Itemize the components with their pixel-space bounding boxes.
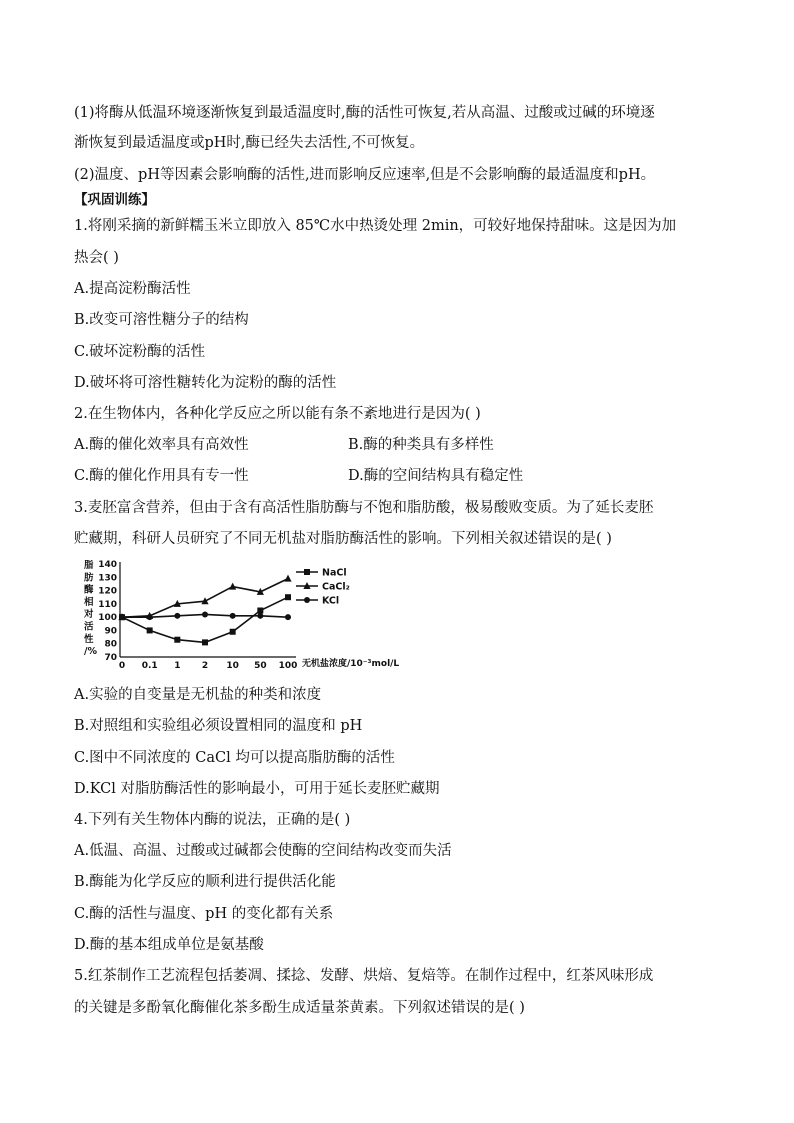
q1-option-b: B.改变可溶性糖分子的结构	[74, 312, 249, 328]
y-axis-ticks	[98, 560, 117, 663]
y-axis-label-char: 相	[84, 596, 94, 608]
legend-marker	[304, 569, 310, 575]
y-tick-label: 110	[98, 599, 117, 610]
q3-stem-a: 3.麦胚富含营养，但由于含有高活性脂肪酶与不饱和脂肪酸，极易酸败变质。为了延长麦胚	[74, 500, 654, 516]
section-title: 【巩固训练】	[74, 192, 155, 208]
x-axis-ticks	[119, 661, 298, 671]
lipase-activity-chart	[78, 560, 458, 678]
q2-option-c: C.酶的催化作用具有专一性	[74, 468, 249, 484]
legend-label: KCl	[322, 595, 340, 607]
q1-option-a: A.提高淀粉酶活性	[74, 281, 191, 297]
data-point	[284, 575, 291, 582]
data-point	[174, 637, 180, 643]
q3-option-a: A.实验的自变量是无机盐的种类和浓度	[74, 687, 322, 703]
y-tick-label: 130	[98, 573, 117, 584]
legend-label: CaCl₂	[322, 581, 350, 593]
y-axis-label-char: /%	[84, 646, 97, 658]
y-axis-label-char: 脂	[84, 560, 94, 571]
y-tick-label: 140	[98, 560, 117, 570]
legend-label: NaCl	[322, 567, 347, 579]
q5-stem-b: 的关键是多酚氧化酶催化茶多酚生成适量茶黄素。下列叙述错误的是( )	[74, 1000, 525, 1016]
note-paragraph-2: (2)温度、pH等因素会影响酶的活性,进而影响反应速率,但是不会影响酶的最适温度和pH。	[74, 167, 656, 183]
q2-option-a: A.酶的催化效率具有高效性	[74, 437, 249, 453]
data-point	[257, 608, 263, 614]
q2-option-d: D.酶的空间结构具有稳定性	[348, 468, 524, 484]
q4-option-a: A.低温、高温、过酸或过碱都会使酶的空间结构改变而失活	[74, 843, 452, 859]
y-tick-label: 70	[104, 653, 117, 663]
q4-option-d: D.酶的基本组成单位是氨基酸	[74, 937, 264, 953]
data-point	[119, 614, 125, 620]
data-point	[174, 613, 180, 619]
legend-marker	[304, 597, 310, 603]
q3-option-b: B.对照组和实验组必须设置相同的温度和 pH	[74, 718, 363, 734]
data-point	[147, 614, 153, 620]
data-point	[285, 594, 291, 600]
q2-option-b: B.酶的种类具有多样性	[348, 437, 494, 453]
data-point	[230, 629, 236, 635]
chart-series	[118, 575, 291, 646]
q5-stem-a: 5.红茶制作工艺流程包括萎凋、揉捻、发酵、烘焙、复焙等。在制作过程中，红茶风味形成	[74, 968, 654, 984]
x-axis-label: 无机盐浓度/10⁻³mol/L	[302, 659, 400, 669]
data-point	[202, 611, 208, 617]
y-axis-label-char: 肪	[84, 572, 94, 584]
x-tick-label: 10	[226, 661, 239, 671]
y-axis-label-char: 活	[84, 621, 94, 633]
q1-stem-a: 1.将刚采摘的新鲜糯玉米立即放入 85℃水中热烫处理 2min，可较好地保持甜味。这是因为加	[74, 218, 677, 234]
q1-option-d: D.破坏将可溶性糖转化为淀粉的酶的活性	[74, 375, 337, 391]
chart-legend	[296, 568, 350, 607]
q3-option-d: D.KCl 对脂肪酶活性的影响最小，可用于延长麦胚贮藏期	[74, 781, 440, 797]
x-tick-label: 50	[254, 661, 267, 671]
data-point	[202, 639, 208, 645]
x-tick-label: 0.1	[141, 661, 158, 671]
y-axis-label-char: 对	[84, 609, 94, 621]
x-tick-label: 2	[201, 661, 209, 671]
data-point	[257, 613, 263, 619]
y-tick-label: 120	[98, 586, 117, 597]
q3-stem-b: 贮藏期，科研人员研究了不同无机盐对脂肪酶活性的影响。下列相关叙述错误的是( )	[74, 531, 612, 547]
y-axis-label	[83, 560, 97, 657]
q1-stem-b: 热会( )	[74, 250, 119, 266]
y-axis-label-char: 性	[84, 633, 94, 645]
y-axis-label-char: 酶	[84, 584, 94, 596]
q4-option-c: C.酶的活性与温度、pH 的变化都有关系	[74, 906, 334, 922]
q4-stem: 4.下列有关生物体内酶的说法，正确的是( )	[74, 812, 351, 828]
q4-option-b: B.酶能为化学反应的顺利进行提供活化能	[74, 874, 336, 890]
data-point	[147, 627, 153, 633]
q3-option-c: C.图中不同浓度的 CaCl 均可以提高脂肪酶的活性	[74, 750, 395, 766]
q1-option-c: C.破坏淀粉酶的活性	[74, 344, 206, 360]
y-tick-label: 80	[104, 639, 117, 650]
y-tick-label: 100	[98, 613, 117, 624]
q2-stem: 2.在生物体内，各种化学反应之所以能有条不紊地进行是因为( )	[74, 406, 481, 422]
note-paragraph-1b: 渐恢复到最适温度或pH时,酶已经失去活性,不可恢复。	[74, 135, 425, 151]
x-tick-label: 0	[118, 661, 126, 671]
x-tick-label: 1	[174, 661, 181, 671]
data-point	[285, 614, 291, 620]
x-tick-label: 100	[278, 661, 298, 671]
y-tick-label: 90	[104, 626, 117, 637]
data-point	[230, 613, 236, 619]
data-point	[229, 583, 236, 590]
note-paragraph-1a: (1)将酶从低温环境逐渐恢复到最适温度时,酶的活性可恢复,若从高温、过酸或过碱的环境逐	[74, 105, 655, 121]
